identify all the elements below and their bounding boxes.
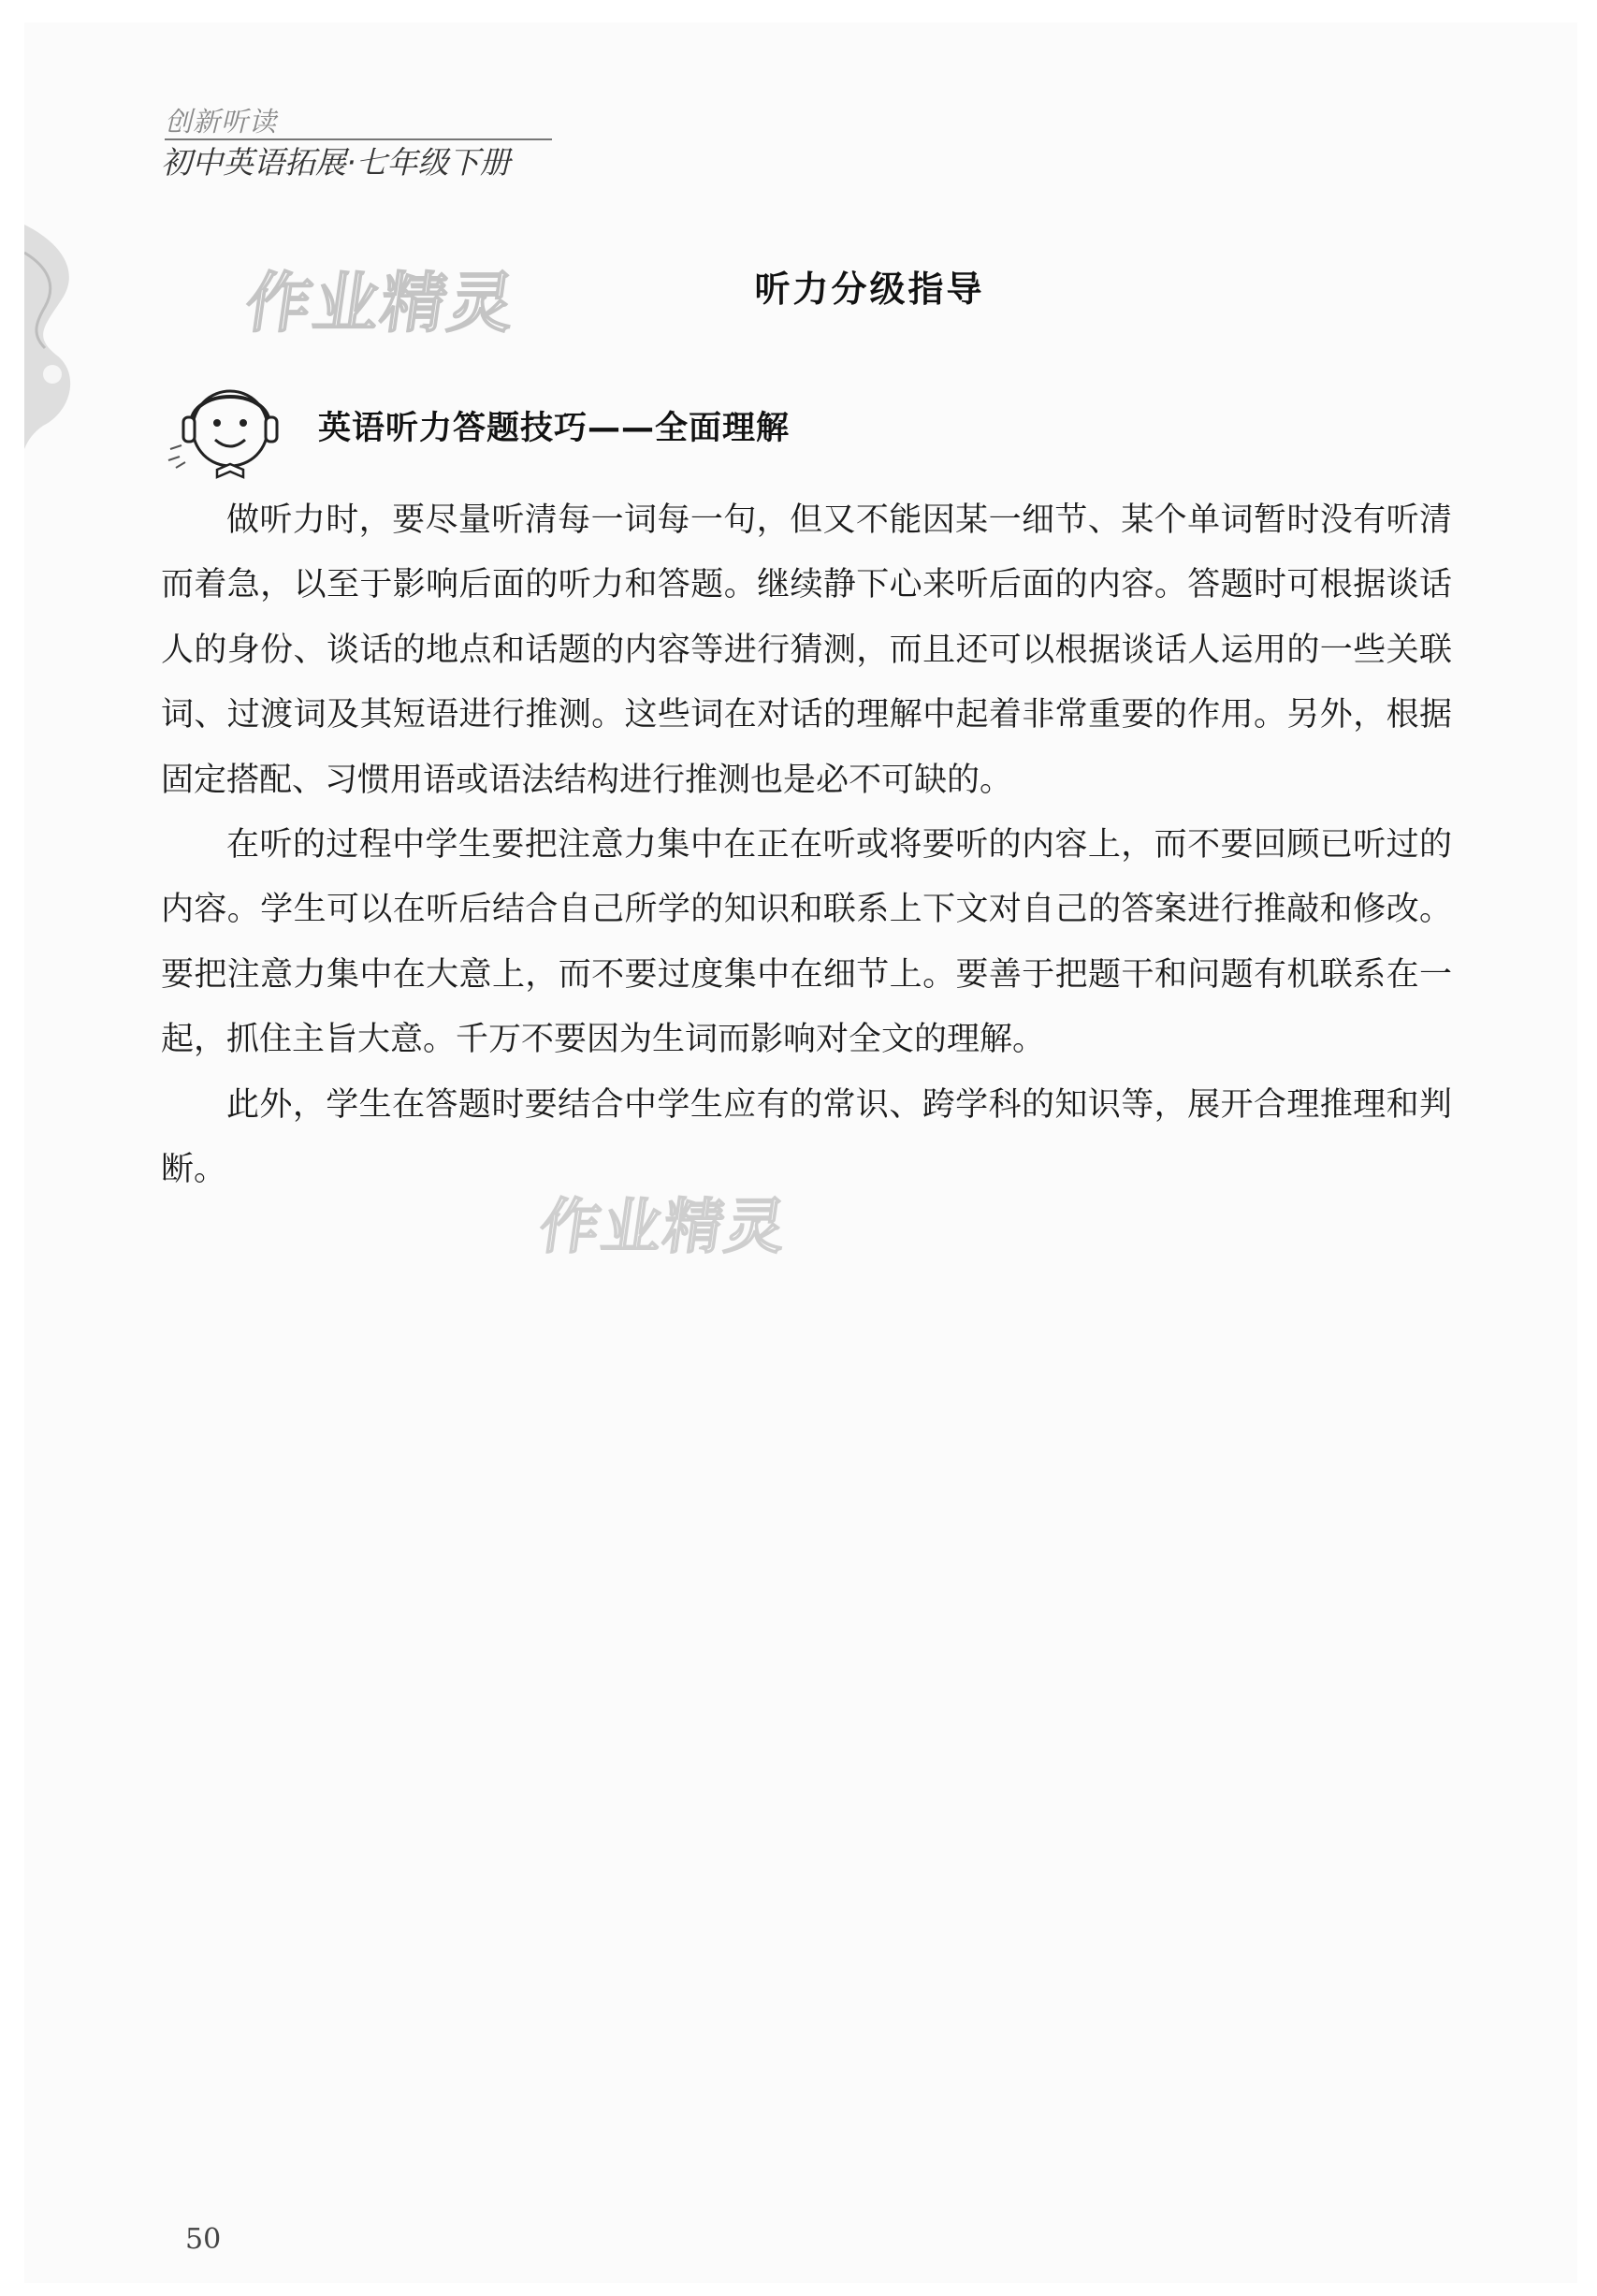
paragraph: 在听的过程中学生要把注意力集中在正在听或将要听的内容上，而不要回顾已听过的内容。学生可以在听后结合自己所学的知识和联系上下文对自己的答案进行推敲和修改。要把注意力集中在大意上，而不要过度集中在细节上。要善于把题干和问题有机联系在一起，抓住主旨大意。千万不要因为生词而影响对全文的理解。 (161, 826, 1452, 1059)
watermark: 作业精灵 (240, 265, 521, 341)
paragraph: 做听力时，要尽量听清每一词每一句，但又不能因某一细节、某个单词暂时没有听清而着急，以至于影响后面的听力和答题。继续静下心来听后面的内容。答题时可根据谈话人的身份、谈话的地点和话题的内容等进行猜测，而且还可以根据谈话人运用的一些关联词、过渡词及其短语进行推测。这些词在对话的理解中起着非常重要的作用。另外，根据固定搭配、习惯用语或语法结构进行推测也是必不可缺的。 (161, 501, 1452, 799)
watermark: 作业精灵 (534, 1193, 792, 1262)
book-title: 初中英语拓展·七年级下册 (161, 144, 511, 181)
corner-swirl-decoration (24, 225, 90, 449)
section-title: 听力分级指导 (754, 269, 985, 310)
series-brand: 创新听读 (165, 106, 278, 138)
body-text (161, 488, 1452, 1202)
subheading: 英语听力答题技巧——全面理解 (318, 410, 791, 447)
paragraph: 此外，学生在答题时要结合中学生应有的常识、跨学科的知识等，展开合理推理和判断。 (161, 1085, 1452, 1189)
page-number: 50 (185, 2223, 222, 2256)
headphones-smiley-icon (165, 371, 288, 485)
